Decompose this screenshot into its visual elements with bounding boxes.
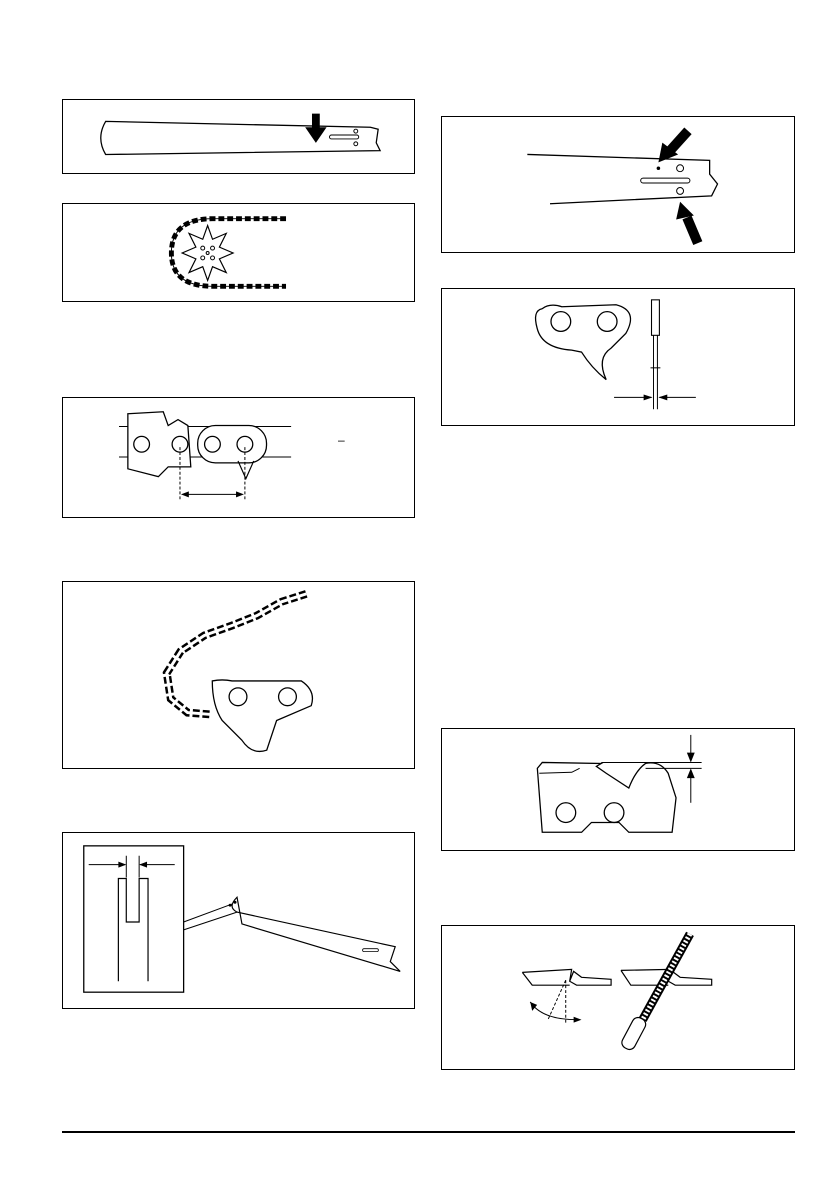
chain-pitch-illustration (63, 398, 414, 517)
arrow-upper-icon (658, 131, 688, 163)
arrow-down-icon (305, 114, 326, 143)
footer-rule (62, 1131, 795, 1133)
figure-drive-link-gauge (441, 288, 795, 426)
sprocket-chain-illustration (63, 204, 414, 301)
filing-illustration (442, 926, 794, 1069)
sprocket-icon (182, 226, 233, 281)
file-tool-icon (620, 934, 690, 1052)
bar-markings-illustration (442, 117, 794, 252)
figure-bar-groove-width (62, 832, 415, 1009)
figure-chain-on-sprocket (62, 203, 415, 302)
gauge-illustration (442, 289, 794, 425)
figure-bar-nose-markings (441, 116, 795, 253)
arrow-lower-icon (676, 202, 698, 243)
depth-gauge-illustration (442, 729, 794, 850)
drive-links-illustration (63, 582, 414, 768)
figure-cutter-filing-angle (441, 925, 795, 1070)
figure-depth-gauge-setting (441, 728, 795, 851)
pitch-mark: – (338, 433, 345, 447)
figure-chain-pitch (62, 397, 415, 518)
groove-width-illustration (63, 833, 414, 1008)
figure-chain-drive-links (62, 581, 415, 769)
figure-bar-drive-link-marking (62, 99, 415, 174)
guide-bar-illustration (63, 100, 414, 173)
